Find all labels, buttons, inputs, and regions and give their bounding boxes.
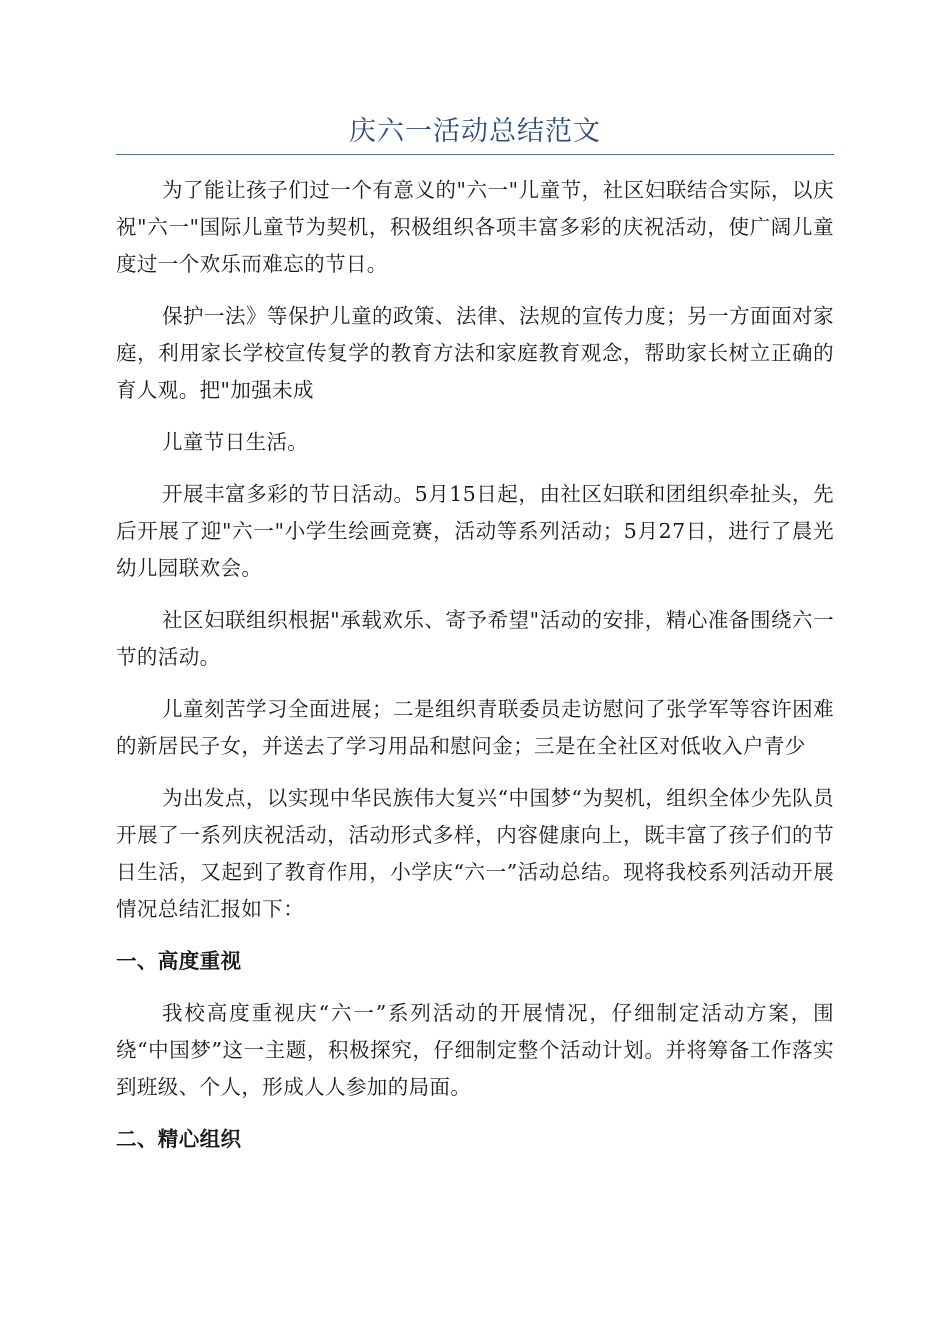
section-heading: 一、高度重视 [116, 949, 242, 973]
paragraph: 为出发点，以实现中华民族伟大复兴“中国梦“为契机，组织全体少先队员开展了一系列庆祝活动，活动形式多样，内容健康向上，既丰富了孩子们的节日生活，又起到了教育作用，小学庆“六一”活动总结。现将我校系列活动开展情况总结汇报如下： [116, 786, 834, 921]
document-body [116, 172, 834, 1173]
paragraph: 开展丰富多彩的节日活动。5月15日起，由社区妇联和团组织牵扯头，先后开展了迎"六一"小学生绘画竞赛，活动等系列活动；5月27日，进行了晨光幼儿园联欢会。 [116, 482, 834, 580]
paragraph: 儿童刻苦学习全面进展；二是组织青联委员走访慰问了张学军等容许困难的新居民子女，并送去了学习用品和慰问金；三是在全社区对低收入户青少 [116, 697, 834, 758]
paragraph: 社区妇联组织根据"承载欢乐、寄予希望"活动的安排，精心准备围绕六一节的活动。 [116, 608, 834, 669]
document-title: 庆六一活动总结范文 [349, 116, 601, 147]
title-underline [116, 154, 834, 155]
paragraph: 儿童节日生活。 [162, 430, 309, 454]
section-heading: 二、精心组织 [116, 1127, 242, 1151]
paragraph: 保护一法》等保护儿童的政策、法律、法规的宣传力度；另一方面面对家庭，利用家长学校宣传复学的教育方法和家庭教育观念，帮助家长树立正确的育人观。把"加强未成 [116, 304, 834, 402]
paragraph: 我校高度重视庆“六一”系列活动的开展情况，仔细制定活动方案，围绕“中国梦”这一主题，积极探究，仔细制定整个活动计划。并将筹备工作落实到班级、个人，形成人人参加的局面。 [116, 1001, 834, 1099]
paragraph: 为了能让孩子们过一个有意义的"六一"儿童节，社区妇联结合实际，以庆祝"六一"国际儿童节为契机，积极组织各项丰富多彩的庆祝活动，使广阔儿童度过一个欢乐而难忘的节日。 [116, 178, 834, 276]
